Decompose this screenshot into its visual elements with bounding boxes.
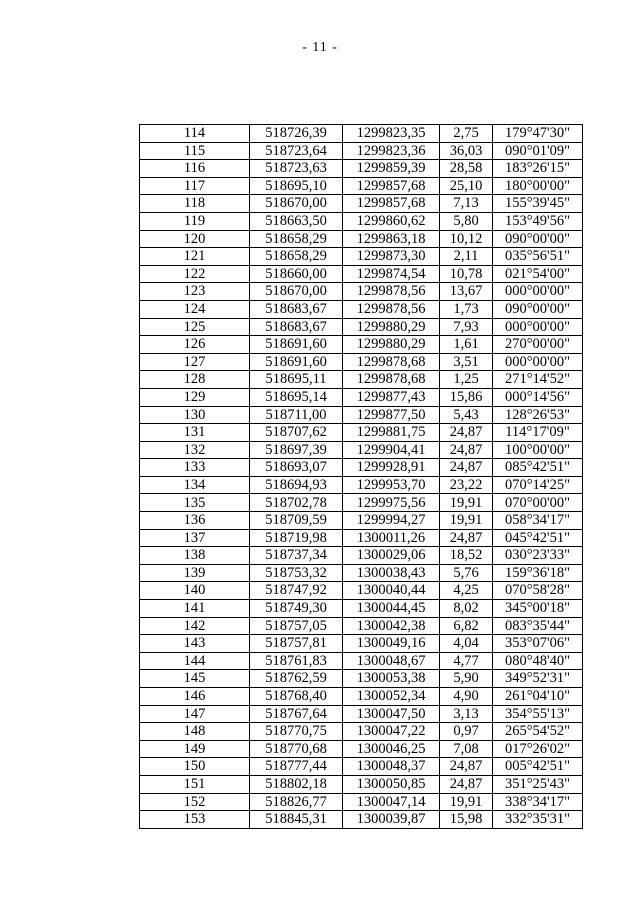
length-cell: 24,87 xyxy=(440,775,493,793)
point-number-cell: 120 xyxy=(140,230,250,248)
length-cell: 4,04 xyxy=(440,635,493,653)
x-coordinate-cell: 518695,14 xyxy=(250,388,343,406)
bearing-cell: 070°00'00" xyxy=(493,494,583,512)
bearing-cell: 114°17'09" xyxy=(493,424,583,442)
x-coordinate-cell: 518757,81 xyxy=(250,635,343,653)
length-cell: 1,61 xyxy=(440,336,493,354)
length-cell: 7,93 xyxy=(440,318,493,336)
point-number-cell: 151 xyxy=(140,775,250,793)
y-coordinate-cell: 1300048,67 xyxy=(343,652,440,670)
y-coordinate-cell: 1299873,30 xyxy=(343,248,440,266)
x-coordinate-cell: 518691,60 xyxy=(250,353,343,371)
bearing-cell: 349°52'31" xyxy=(493,670,583,688)
table-row xyxy=(140,300,583,318)
y-coordinate-cell: 1300052,34 xyxy=(343,688,440,706)
length-cell: 24,87 xyxy=(440,424,493,442)
x-coordinate-cell: 518757,05 xyxy=(250,617,343,635)
bearing-cell: 080°48'40" xyxy=(493,652,583,670)
table-row xyxy=(140,793,583,811)
y-coordinate-cell: 1300053,38 xyxy=(343,670,440,688)
x-coordinate-cell: 518660,00 xyxy=(250,265,343,283)
point-number-cell: 119 xyxy=(140,212,250,230)
point-number-cell: 138 xyxy=(140,547,250,565)
point-number-cell: 141 xyxy=(140,600,250,618)
bearing-cell: 005°42'51" xyxy=(493,758,583,776)
table-row xyxy=(140,652,583,670)
length-cell: 10,12 xyxy=(440,230,493,248)
x-coordinate-cell: 518753,32 xyxy=(250,564,343,582)
bearing-cell: 021°54'00" xyxy=(493,265,583,283)
table-row xyxy=(140,476,583,494)
y-coordinate-cell: 1299823,36 xyxy=(343,142,440,160)
table-row xyxy=(140,441,583,459)
table-row xyxy=(140,723,583,741)
bearing-cell: 090°00'00" xyxy=(493,300,583,318)
point-number-cell: 132 xyxy=(140,441,250,459)
length-cell: 24,87 xyxy=(440,758,493,776)
point-number-cell: 127 xyxy=(140,353,250,371)
table-row xyxy=(140,125,583,143)
point-number-cell: 150 xyxy=(140,758,250,776)
point-number-cell: 123 xyxy=(140,283,250,301)
coordinates-table-body xyxy=(140,125,583,829)
table-row xyxy=(140,811,583,829)
length-cell: 15,86 xyxy=(440,388,493,406)
y-coordinate-cell: 1300048,37 xyxy=(343,758,440,776)
point-number-cell: 125 xyxy=(140,318,250,336)
y-coordinate-cell: 1299878,68 xyxy=(343,371,440,389)
table-row xyxy=(140,406,583,424)
table-row xyxy=(140,529,583,547)
y-coordinate-cell: 1299857,68 xyxy=(343,195,440,213)
x-coordinate-cell: 518670,00 xyxy=(250,195,343,213)
bearing-cell: 338°34'17" xyxy=(493,793,583,811)
y-coordinate-cell: 1299994,27 xyxy=(343,512,440,530)
table-row xyxy=(140,371,583,389)
length-cell: 5,43 xyxy=(440,406,493,424)
table-row xyxy=(140,494,583,512)
table-row xyxy=(140,353,583,371)
point-number-cell: 117 xyxy=(140,177,250,195)
x-coordinate-cell: 518768,40 xyxy=(250,688,343,706)
y-coordinate-cell: 1299881,75 xyxy=(343,424,440,442)
bearing-cell: 000°00'00" xyxy=(493,283,583,301)
bearing-cell: 000°14'56" xyxy=(493,388,583,406)
length-cell: 13,67 xyxy=(440,283,493,301)
x-coordinate-cell: 518777,44 xyxy=(250,758,343,776)
y-coordinate-cell: 1299877,43 xyxy=(343,388,440,406)
bearing-cell: 100°00'00" xyxy=(493,441,583,459)
x-coordinate-cell: 518726,39 xyxy=(250,125,343,143)
length-cell: 19,91 xyxy=(440,512,493,530)
x-coordinate-cell: 518694,93 xyxy=(250,476,343,494)
y-coordinate-cell: 1299859,39 xyxy=(343,160,440,178)
bearing-cell: 030°23'33" xyxy=(493,547,583,565)
x-coordinate-cell: 518683,67 xyxy=(250,300,343,318)
point-number-cell: 116 xyxy=(140,160,250,178)
point-number-cell: 152 xyxy=(140,793,250,811)
coordinates-table xyxy=(139,124,583,829)
bearing-cell: 345°00'18" xyxy=(493,600,583,618)
table-row xyxy=(140,758,583,776)
bearing-cell: 265°54'52" xyxy=(493,723,583,741)
y-coordinate-cell: 1299878,56 xyxy=(343,283,440,301)
table-row xyxy=(140,635,583,653)
point-number-cell: 147 xyxy=(140,705,250,723)
table-row xyxy=(140,212,583,230)
point-number-cell: 139 xyxy=(140,564,250,582)
table-row xyxy=(140,547,583,565)
bearing-cell: 083°35'44" xyxy=(493,617,583,635)
table-row xyxy=(140,424,583,442)
bearing-cell: 354°55'13" xyxy=(493,705,583,723)
y-coordinate-cell: 1299975,56 xyxy=(343,494,440,512)
y-coordinate-cell: 1299878,56 xyxy=(343,300,440,318)
bearing-cell: 261°04'10" xyxy=(493,688,583,706)
y-coordinate-cell: 1299857,68 xyxy=(343,177,440,195)
length-cell: 19,91 xyxy=(440,793,493,811)
table-row xyxy=(140,688,583,706)
table-row xyxy=(140,265,583,283)
table-row xyxy=(140,775,583,793)
point-number-cell: 131 xyxy=(140,424,250,442)
point-number-cell: 142 xyxy=(140,617,250,635)
y-coordinate-cell: 1299904,41 xyxy=(343,441,440,459)
y-coordinate-cell: 1300044,45 xyxy=(343,600,440,618)
x-coordinate-cell: 518737,34 xyxy=(250,547,343,565)
x-coordinate-cell: 518761,83 xyxy=(250,652,343,670)
table-row xyxy=(140,582,583,600)
point-number-cell: 115 xyxy=(140,142,250,160)
table-row xyxy=(140,388,583,406)
bearing-cell: 035°56'51" xyxy=(493,248,583,266)
length-cell: 36,03 xyxy=(440,142,493,160)
x-coordinate-cell: 518723,63 xyxy=(250,160,343,178)
x-coordinate-cell: 518663,50 xyxy=(250,212,343,230)
x-coordinate-cell: 518826,77 xyxy=(250,793,343,811)
x-coordinate-cell: 518691,60 xyxy=(250,336,343,354)
length-cell: 23,22 xyxy=(440,476,493,494)
point-number-cell: 137 xyxy=(140,529,250,547)
bearing-cell: 183°26'15" xyxy=(493,160,583,178)
bearing-cell: 159°36'18" xyxy=(493,564,583,582)
length-cell: 8,02 xyxy=(440,600,493,618)
bearing-cell: 270°00'00" xyxy=(493,336,583,354)
page-number: - 11 - xyxy=(302,40,338,55)
bearing-cell: 180°00'00" xyxy=(493,177,583,195)
length-cell: 15,98 xyxy=(440,811,493,829)
bearing-cell: 070°58'28" xyxy=(493,582,583,600)
table-row xyxy=(140,160,583,178)
x-coordinate-cell: 518683,67 xyxy=(250,318,343,336)
x-coordinate-cell: 518767,64 xyxy=(250,705,343,723)
y-coordinate-cell: 1299860,62 xyxy=(343,212,440,230)
length-cell: 5,76 xyxy=(440,564,493,582)
point-number-cell: 140 xyxy=(140,582,250,600)
y-coordinate-cell: 1300047,14 xyxy=(343,793,440,811)
length-cell: 18,52 xyxy=(440,547,493,565)
table-row xyxy=(140,740,583,758)
bearing-cell: 128°26'53" xyxy=(493,406,583,424)
y-coordinate-cell: 1300040,44 xyxy=(343,582,440,600)
length-cell: 28,58 xyxy=(440,160,493,178)
point-number-cell: 136 xyxy=(140,512,250,530)
table-row xyxy=(140,248,583,266)
bearing-cell: 332°35'31" xyxy=(493,811,583,829)
point-number-cell: 128 xyxy=(140,371,250,389)
table-row xyxy=(140,336,583,354)
point-number-cell: 135 xyxy=(140,494,250,512)
length-cell: 4,25 xyxy=(440,582,493,600)
x-coordinate-cell: 518719,98 xyxy=(250,529,343,547)
x-coordinate-cell: 518723,64 xyxy=(250,142,343,160)
table-row xyxy=(140,617,583,635)
bearing-cell: 153°49'56" xyxy=(493,212,583,230)
length-cell: 1,25 xyxy=(440,371,493,389)
x-coordinate-cell: 518695,10 xyxy=(250,177,343,195)
point-number-cell: 143 xyxy=(140,635,250,653)
x-coordinate-cell: 518845,31 xyxy=(250,811,343,829)
y-coordinate-cell: 1299880,29 xyxy=(343,318,440,336)
table-row xyxy=(140,230,583,248)
table-row xyxy=(140,564,583,582)
length-cell: 24,87 xyxy=(440,459,493,477)
length-cell: 2,75 xyxy=(440,125,493,143)
table-row xyxy=(140,459,583,477)
point-number-cell: 146 xyxy=(140,688,250,706)
length-cell: 25,10 xyxy=(440,177,493,195)
y-coordinate-cell: 1299823,35 xyxy=(343,125,440,143)
x-coordinate-cell: 518702,78 xyxy=(250,494,343,512)
length-cell: 7,13 xyxy=(440,195,493,213)
point-number-cell: 122 xyxy=(140,265,250,283)
x-coordinate-cell: 518707,62 xyxy=(250,424,343,442)
length-cell: 1,73 xyxy=(440,300,493,318)
y-coordinate-cell: 1300046,25 xyxy=(343,740,440,758)
length-cell: 24,87 xyxy=(440,441,493,459)
length-cell: 7,08 xyxy=(440,740,493,758)
y-coordinate-cell: 1299928,91 xyxy=(343,459,440,477)
table-row xyxy=(140,670,583,688)
y-coordinate-cell: 1300039,87 xyxy=(343,811,440,829)
length-cell: 3,51 xyxy=(440,353,493,371)
y-coordinate-cell: 1299874,54 xyxy=(343,265,440,283)
x-coordinate-cell: 518697,39 xyxy=(250,441,343,459)
length-cell: 4,90 xyxy=(440,688,493,706)
bearing-cell: 045°42'51" xyxy=(493,529,583,547)
point-number-cell: 130 xyxy=(140,406,250,424)
length-cell: 10,78 xyxy=(440,265,493,283)
x-coordinate-cell: 518709,59 xyxy=(250,512,343,530)
table-row xyxy=(140,318,583,336)
y-coordinate-cell: 1300050,85 xyxy=(343,775,440,793)
table-row xyxy=(140,512,583,530)
length-cell: 4,77 xyxy=(440,652,493,670)
point-number-cell: 124 xyxy=(140,300,250,318)
table-row xyxy=(140,177,583,195)
point-number-cell: 129 xyxy=(140,388,250,406)
table-row xyxy=(140,705,583,723)
table-row xyxy=(140,600,583,618)
y-coordinate-cell: 1300042,38 xyxy=(343,617,440,635)
bearing-cell: 090°01'09" xyxy=(493,142,583,160)
bearing-cell: 000°00'00" xyxy=(493,353,583,371)
length-cell: 2,11 xyxy=(440,248,493,266)
point-number-cell: 153 xyxy=(140,811,250,829)
x-coordinate-cell: 518711,00 xyxy=(250,406,343,424)
point-number-cell: 145 xyxy=(140,670,250,688)
point-number-cell: 118 xyxy=(140,195,250,213)
bearing-cell: 155°39'45" xyxy=(493,195,583,213)
table-row xyxy=(140,283,583,301)
y-coordinate-cell: 1299878,68 xyxy=(343,353,440,371)
x-coordinate-cell: 518770,75 xyxy=(250,723,343,741)
y-coordinate-cell: 1299863,18 xyxy=(343,230,440,248)
point-number-cell: 149 xyxy=(140,740,250,758)
length-cell: 0,97 xyxy=(440,723,493,741)
x-coordinate-cell: 518802,18 xyxy=(250,775,343,793)
point-number-cell: 133 xyxy=(140,459,250,477)
bearing-cell: 353°07'06" xyxy=(493,635,583,653)
x-coordinate-cell: 518770,68 xyxy=(250,740,343,758)
bearing-cell: 000°00'00" xyxy=(493,318,583,336)
x-coordinate-cell: 518749,30 xyxy=(250,600,343,618)
bearing-cell: 085°42'51" xyxy=(493,459,583,477)
point-number-cell: 144 xyxy=(140,652,250,670)
y-coordinate-cell: 1299877,50 xyxy=(343,406,440,424)
bearing-cell: 351°25'43" xyxy=(493,775,583,793)
y-coordinate-cell: 1299953,70 xyxy=(343,476,440,494)
point-number-cell: 114 xyxy=(140,125,250,143)
x-coordinate-cell: 518747,92 xyxy=(250,582,343,600)
point-number-cell: 126 xyxy=(140,336,250,354)
x-coordinate-cell: 518670,00 xyxy=(250,283,343,301)
y-coordinate-cell: 1300047,50 xyxy=(343,705,440,723)
bearing-cell: 179°47'30" xyxy=(493,125,583,143)
point-number-cell: 121 xyxy=(140,248,250,266)
y-coordinate-cell: 1300047,22 xyxy=(343,723,440,741)
length-cell: 6,82 xyxy=(440,617,493,635)
bearing-cell: 271°14'52" xyxy=(493,371,583,389)
y-coordinate-cell: 1300038,43 xyxy=(343,564,440,582)
length-cell: 3,13 xyxy=(440,705,493,723)
bearing-cell: 017°26'02" xyxy=(493,740,583,758)
x-coordinate-cell: 518762,59 xyxy=(250,670,343,688)
bearing-cell: 058°34'17" xyxy=(493,512,583,530)
length-cell: 5,90 xyxy=(440,670,493,688)
x-coordinate-cell: 518693,07 xyxy=(250,459,343,477)
y-coordinate-cell: 1300049,16 xyxy=(343,635,440,653)
point-number-cell: 148 xyxy=(140,723,250,741)
length-cell: 24,87 xyxy=(440,529,493,547)
point-number-cell: 134 xyxy=(140,476,250,494)
bearing-cell: 070°14'25" xyxy=(493,476,583,494)
table-row xyxy=(140,195,583,213)
y-coordinate-cell: 1300011,26 xyxy=(343,529,440,547)
y-coordinate-cell: 1299880,29 xyxy=(343,336,440,354)
x-coordinate-cell: 518658,29 xyxy=(250,230,343,248)
table-row xyxy=(140,142,583,160)
x-coordinate-cell: 518658,29 xyxy=(250,248,343,266)
x-coordinate-cell: 518695,11 xyxy=(250,371,343,389)
length-cell: 5,80 xyxy=(440,212,493,230)
y-coordinate-cell: 1300029,06 xyxy=(343,547,440,565)
length-cell: 19,91 xyxy=(440,494,493,512)
bearing-cell: 090°00'00" xyxy=(493,230,583,248)
